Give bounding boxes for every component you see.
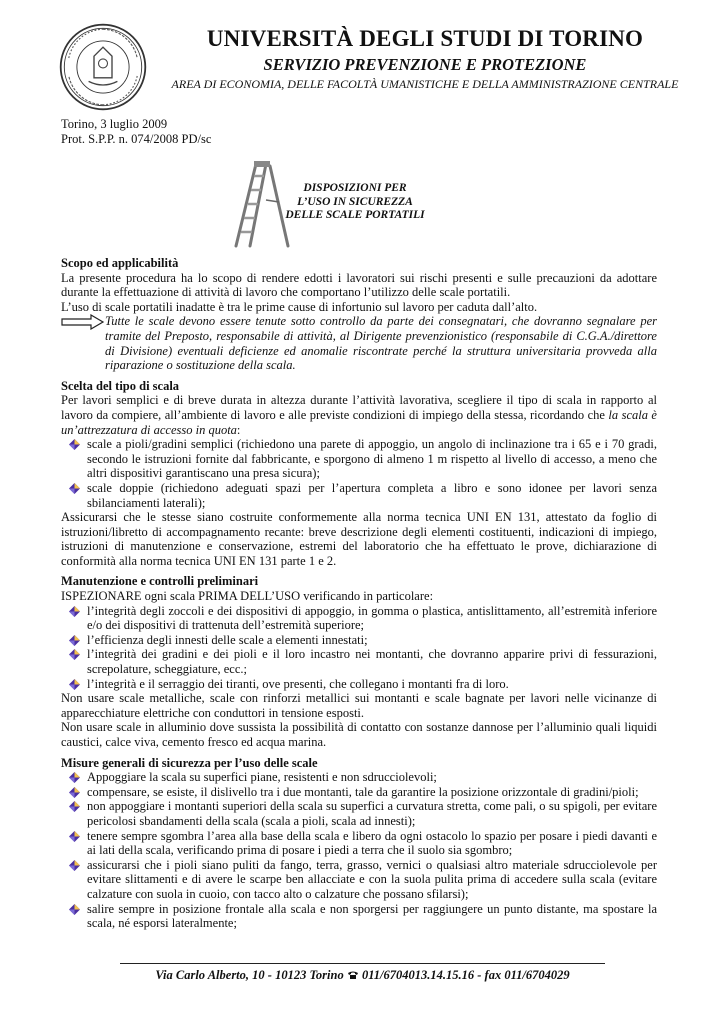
university-seal-logo [58, 22, 148, 112]
document-meta [61, 117, 211, 146]
bullet-list [61, 437, 657, 510]
list-item: l’integrità dei gradini e dei pioli e il loro incastro nei montanti, che dovranno apparire privi di fessurazioni, screpolature, scheggiature, ecc.; [63, 647, 657, 676]
paragraph: Non usare scale metalliche, scale con rinforzi metallici sui montanti e scale bagnate per lavori nelle vicinanze di apparecchiature elettriche con conduttori in tensione esposti. [61, 691, 657, 720]
bullet-list [61, 604, 657, 692]
list-item: Appoggiare la scala su superfici piane, resistenti e non sdrucciolevoli; [63, 770, 657, 785]
list-item: l’integrità degli zoccoli e dei dispositivi di appoggio, in gomma o plastica, antislittamento, all’estremità inferiore e/o dei dispositivi di trattenuta dell’estremità superiore; [63, 604, 657, 633]
paragraph: L’uso di scale portatili inadatte è tra le prime cause di infortunio sul lavoro per caduta dall’alto. [61, 299, 538, 314]
bullet-icon [69, 801, 80, 812]
bullet-icon [69, 635, 80, 646]
note-block [61, 314, 657, 372]
bullet-icon [69, 772, 80, 783]
footer-divider [120, 963, 605, 964]
list-item: scale a pioli/gradini semplici (richiedono una parete di appoggio, un angolo di inclinazione tra i 65 e i 70 gradi, secondo le istruzioni fornite dal fabbricante, e sporgono di almeno 1 m rispetto al livello di accesso, a meno che altri dispositivi garantiscano una presa sicura); [63, 437, 657, 481]
footer-fax: fax 011/6704029 [484, 968, 570, 982]
protocol-line: Prot. S.P.P. n. 074/2008 PD/sc [61, 131, 212, 146]
bullet-icon [69, 483, 80, 494]
area-name: AREA DI ECONOMIA, DELLE FACOLTÀ UMANISTICHE E DELLA AMMINISTRAZIONE CENTRALE [171, 77, 679, 91]
paragraph: Assicurarsi che le stesse siano costruite conformemente alla norma tecnica UNI EN 131, attestato da foglio di istruzioni/libretto di accompagnamento recante: breve descrizione degli elementi costituenti, indicazioni di impiego, istruzioni di manutenzione e conservazione, estremi del laboratorio che ha effettuato le prove, dichiarazione di conformità alla norma tecnica UNI EN 131 parte 1 e 2. [61, 510, 657, 568]
list-item: assicurarsi che i pioli siano puliti da fango, terra, grasso, vernici o qualsiasi altro materiale sdrucciolevole per evitare slittamenti e di avere le scarpe ben allacciate e con la suola pulita prima di accedere sulla scala (evitare calzature con suola in cuoio, con tacco alto o calzature che possano sfilarsi); [63, 858, 657, 902]
list-item: non appoggiare i montanti superiori della scala su superfici a curvatura stretta, come pali, o su spigoli, per evitare pericolosi sbandamenti della scala (scala a pioli, scala ad innesti); [63, 799, 657, 828]
paragraph: Non usare scale in alluminio dove sussista la possibilità di contatto con sostanze dannose per l’alluminio quali liquidi caustici, calce viva, cemento fresco ed acqua marina. [61, 720, 657, 749]
list-item: scale doppie (richiedono adeguati spazi per l’apertura completa a libro e sono idonee per lavori senza sbilanciamenti laterali); [63, 481, 657, 510]
title-line-2: L’USO IN SICUREZZA [297, 195, 413, 208]
paragraph: La presente procedura ha lo scopo di rendere edotti i lavoratori sui rischi presenti e sulle precauzioni da adottare durante la effettuazione di attività di lavoro che comportano l’utilizzo delle scale portatili. [61, 270, 657, 300]
bullet-icon [69, 787, 80, 798]
list-item: l’integrità e il serraggio dei tiranti, ove presenti, che collegano i montanti fra di loro. [63, 677, 657, 692]
list-item: tenere sempre sgombra l’area alla base della scala e libero da ogni ostacolo lo spazio per posare i piedi davanti e ai lati della scala, verificando prima di posare i piedi a terra che il suolo sia sgombro; [63, 829, 657, 858]
document-body [61, 250, 657, 931]
paragraph: Per lavori semplici e di breve durata in altezza durante l’attività lavorativa, scegliere il tipo di scala in rapporto al lavoro da compiere, all’ambiente di lavoro e alle previste condizioni di impiego della stessa, ricordando che la scala è un’attrezzatura di accesso in quota: [61, 393, 657, 437]
bullet-icon [69, 679, 80, 690]
bullet-icon [69, 649, 80, 660]
telephone-icon [347, 970, 359, 980]
right-arrow-icon [61, 314, 105, 330]
section-heading-ladder-type: Scelta del tipo di scala [61, 378, 180, 393]
service-name: SERVIZIO PREVENZIONE E PROTEZIONE [263, 55, 587, 74]
footer-address: Via Carlo Alberto, 10 - 10123 Torino [155, 968, 344, 982]
list-item: compensare, se esiste, il dislivello tra i due montanti, tale da garantire la posizione orizzontale di gradini/pioli; [63, 785, 657, 800]
document-title [275, 182, 435, 223]
footer [100, 968, 625, 983]
section-heading-scope: Scopo ed applicabilità [61, 256, 179, 270]
title-line-1: DISPOSIZIONI PER [303, 182, 407, 194]
bullet-icon [69, 831, 80, 842]
date-line: Torino, 3 luglio 2009 [61, 117, 168, 131]
letterhead [160, 26, 690, 92]
paragraph: ISPEZIONARE ogni scala PRIMA DELL’USO verificando in particolare: [61, 589, 434, 604]
list-item: salire sempre in posizione frontale alla scala e non sporgersi per raggiungere un punto distante, ma spostare la scala, né esporsi lateralmente; [63, 902, 657, 931]
section-heading-safety-measures: Misure generali di sicurezza per l’uso delle scale [61, 755, 318, 770]
note-text: Tutte le scale devono essere tenute sotto controllo da parte dei consegnatari, che dovranno segnalare per tramite del Preposto, responsabile di attività, al Dirigente prevenzionistico (responsabile di C.G.A./direttore di Divisione) eventuali deficienze ed anomalie riscontrate perché la struttura universitaria provveda alla riparazione o sostituzione della scala. [105, 314, 657, 373]
title-line-3: DELLE SCALE PORTATILI [285, 209, 425, 221]
list-item: l’efficienza degli innesti delle scale a elementi innestati; [63, 633, 657, 648]
bullet-icon [69, 606, 80, 617]
bullet-icon [69, 439, 80, 450]
emphasis: la scala è un’attrezzatura di accesso in quota [61, 407, 657, 437]
footer-phone: 011/6704013.14.15.16 - [361, 968, 485, 982]
bullet-icon [69, 904, 80, 915]
section-heading-maintenance: Manutenzione e controlli preliminari [61, 574, 259, 589]
bullet-icon [69, 860, 80, 871]
bullet-list [61, 770, 657, 931]
university-name: UNIVERSITÀ DEGLI STUDI DI TORINO [206, 26, 644, 51]
